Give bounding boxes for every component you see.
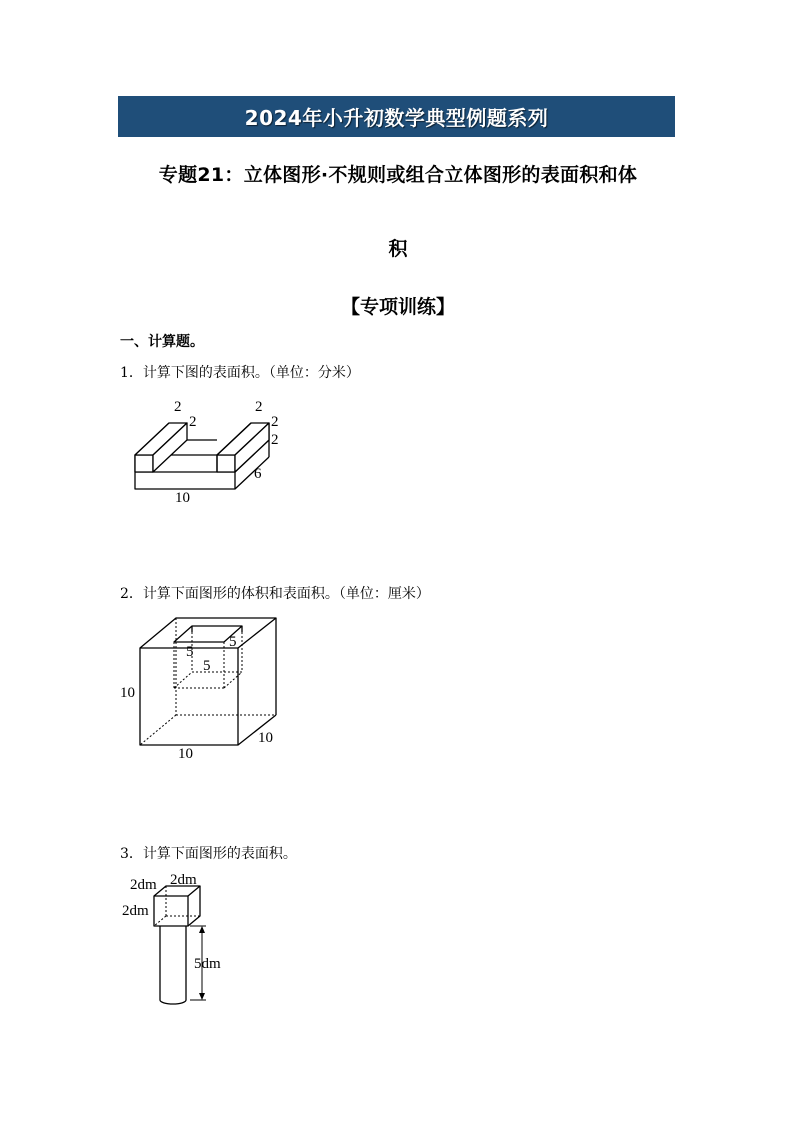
q1-label-base-height: 2 bbox=[271, 432, 279, 448]
question-1-figure bbox=[125, 395, 295, 510]
q2-label-hole-width: 5 bbox=[186, 644, 194, 660]
q1-label-length: 10 bbox=[175, 490, 190, 506]
q2-label-depth: 10 bbox=[258, 730, 273, 746]
q3-label-cube-width: 2dm bbox=[130, 877, 157, 893]
q2-label-hole-height: 5 bbox=[203, 658, 211, 674]
series-banner bbox=[118, 96, 675, 137]
q1-label-depth: 6 bbox=[254, 466, 262, 482]
question-1-text: 1．计算下图的表面积。（单位：分米） bbox=[120, 365, 360, 381]
topic-title-line1: 专题21：立体图形·不规则或组合立体图形的表面积和体 bbox=[158, 164, 638, 186]
question-3-text: 3．计算下面图形的表面积。 bbox=[120, 846, 297, 862]
q1-label-top-right-width: 2 bbox=[255, 399, 263, 415]
q3-label-cube-height: 2dm bbox=[122, 903, 149, 919]
q2-label-hole-depth: 5 bbox=[229, 634, 237, 650]
q2-label-length: 10 bbox=[178, 746, 193, 762]
q1-label-block-height: 2 bbox=[271, 414, 279, 430]
q3-label-cube-depth: 2dm bbox=[170, 872, 197, 888]
part-heading: 一、计算题。 bbox=[120, 334, 204, 350]
question-2-text: 2．计算下面图形的体积和表面积。（单位：厘米） bbox=[120, 586, 430, 602]
question-2-figure bbox=[118, 612, 288, 762]
question-3-figure bbox=[122, 870, 242, 1015]
topic-title-line2: 积 bbox=[388, 238, 408, 260]
q1-label-top-left-width: 2 bbox=[174, 399, 182, 415]
q2-label-height: 10 bbox=[120, 685, 135, 701]
q1-label-left-depth: 2 bbox=[189, 414, 197, 430]
section-heading: 【专项训练】 bbox=[340, 296, 455, 318]
q3-label-cylinder-height: 5dm bbox=[194, 956, 221, 972]
banner-title: 2024年小升初数学典型例题系列 bbox=[244, 106, 549, 130]
